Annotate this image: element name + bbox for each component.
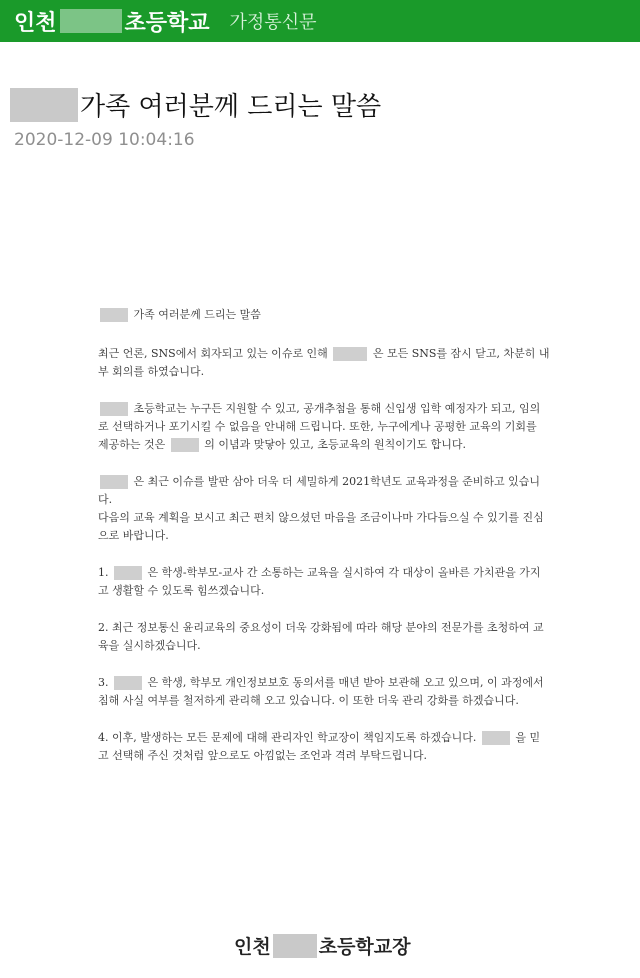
item4-text-b: 을 믿고 선택해 주신 것처럼 앞으로도 아낌없는 조언과 격려 부탁드립니다. xyxy=(98,731,541,762)
p1-text-b: 은 모든 SNS를 잠시 닫고, 차분히 내부 회의를 하였습니다. xyxy=(98,347,550,378)
item1-text: 은 학생-학부모-교사 간 소통하는 교육을 실시하여 각 대상이 올바른 가치관을 가지고 생활할 수 있도록 힘쓰겠습니다. xyxy=(98,566,541,597)
post-title: 가족 여러분께 드리는 말씀 xyxy=(80,92,382,122)
letter-paragraph-3 xyxy=(98,473,550,545)
post-date: 2020-12-09 10:04:16 xyxy=(14,130,195,150)
signature-suffix: 초등학교장 xyxy=(318,936,411,958)
letter-item-1 xyxy=(98,564,550,600)
item1-number: 1. xyxy=(98,566,109,579)
redacted-block xyxy=(482,731,510,745)
signature-prefix: 인천 xyxy=(234,936,271,958)
board-category[interactable]: 가정통신문 xyxy=(229,12,317,33)
post-title-row xyxy=(10,86,381,123)
letter-item-3 xyxy=(98,674,550,710)
redacted-block xyxy=(114,676,142,690)
letter-heading xyxy=(98,306,550,324)
letter-item-2 xyxy=(98,619,550,655)
school-name-suffix: 초등학교 xyxy=(124,10,210,36)
item4-text-a: 4. 이후, 발생하는 모든 문제에 대해 관리자인 학교장이 책임지도록 하겠습니다. xyxy=(98,731,477,744)
p2-text-b: 의 이념과 맞닿아 있고, 초등교육의 원칙이기도 합니다. xyxy=(204,438,467,451)
letter-paragraph-2 xyxy=(98,400,550,454)
redacted-block xyxy=(100,402,128,416)
p3-text-b: 다음의 교육 계획을 보시고 최근 편치 않으셨던 마음을 조금이나마 가다듬으실 수 있기를 진심으로 바랍니다. xyxy=(98,511,544,542)
redacted-block xyxy=(10,88,78,122)
redacted-block xyxy=(100,308,128,322)
item3-text: 은 학생, 학부모 개인정보보호 동의서를 매년 받아 보관해 오고 있으며, 이 과정에서 침해 사실 여부를 철저하게 관리해 오고 있습니다. 이 또한 더욱 관리 강화를 하겠습니다. xyxy=(98,676,544,707)
redacted-block xyxy=(114,566,142,580)
item2-text: 2. 최근 정보통신 윤리교육의 중요성이 더욱 강화됨에 따라 해당 분야의 전문가를 초청하여 교육을 실시하겠습니다. xyxy=(98,621,544,652)
school-name-prefix: 인천 xyxy=(14,10,57,36)
redacted-block xyxy=(60,9,122,33)
p3-text-a: 은 최근 이슈를 발판 삼아 더욱 더 세밀하게 2021학년도 교육과정을 준비하고 있습니다. xyxy=(98,475,540,506)
letter-item-4 xyxy=(98,729,550,765)
p1-text-a: 최근 언론, SNS에서 회자되고 있는 이슈로 인해 xyxy=(98,347,328,360)
letter-paragraph-1 xyxy=(98,345,550,381)
app-header xyxy=(0,0,640,42)
letter-heading-text: 가족 여러분께 드리는 말씀 xyxy=(133,308,261,321)
signature xyxy=(234,932,411,959)
redacted-block xyxy=(333,347,367,361)
letter-body xyxy=(98,306,550,784)
redacted-block xyxy=(171,438,199,452)
redacted-block xyxy=(273,934,317,958)
redacted-block xyxy=(100,475,128,489)
p2-text-a: 초등학교는 누구든 지원할 수 있고, 공개추첨을 통해 신입생 입학 예정자가 되고, 임의로 선택하거나 포기시킬 수 없음을 안내해 드립니다. 또한, 누구에게나 공평한 교육의 기회를 제공하는 것은 xyxy=(98,402,541,451)
item3-number: 3. xyxy=(98,676,109,689)
